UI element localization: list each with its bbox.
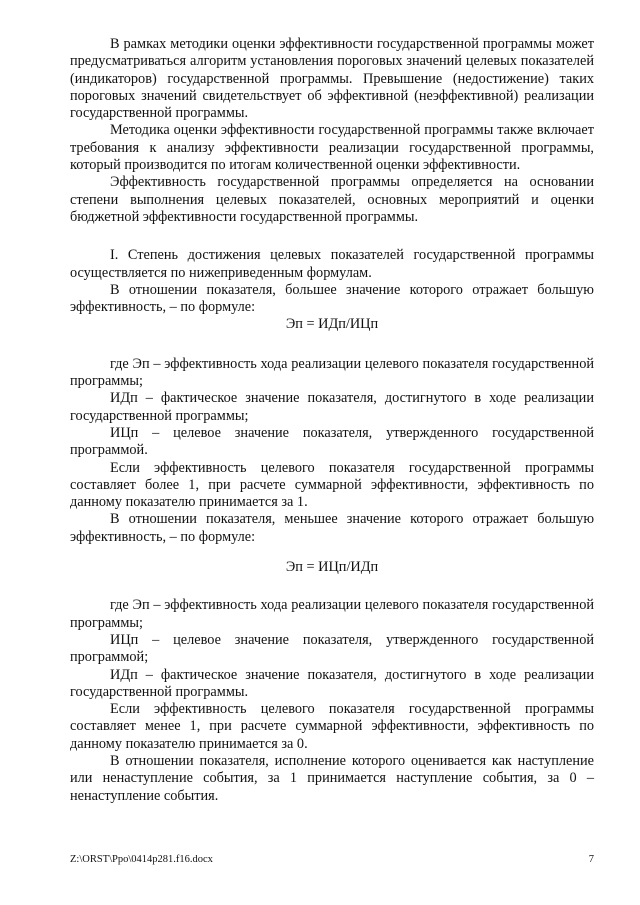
paragraph-event-indicator: В отношении показателя, исполнение которого оценивается как наступление или ненаступление события, за 1 принимается наступление события, за 0 – ненаступление события. bbox=[70, 752, 594, 804]
paragraph-efficiency-definition: Эффективность государственной программы определяется на основании степени выполнения целевых показателей, основных мероприятий и оценки бюджетной эффективности государственной программы. bbox=[70, 174, 594, 225]
section-heading-target-indicators: I. Степень достижения целевых показателей государственной программы осуществляется по нижеприведенным формулам. bbox=[70, 247, 594, 281]
definition-icp-2: ИЦп – целевое значение показателя, утвержденного государственной программой; bbox=[70, 631, 594, 666]
document-body bbox=[70, 36, 594, 805]
definition-ep-1: где Эп – эффективность хода реализации целевого показателя государственной программы; bbox=[70, 355, 594, 390]
formula-higher-is-better: Эп = ИДп/ИЦп bbox=[285, 316, 379, 333]
spacer bbox=[70, 546, 594, 559]
definition-icp-1: ИЦп – целевое значение показателя, утвержденного государственной программой. bbox=[70, 424, 594, 459]
paragraph-cap-at-one: Если эффективность целевого показателя государственной программы составляет более 1, при расчете суммарной эффективности, эффективность по данному показателю принимается за 1. bbox=[70, 459, 594, 511]
spacer bbox=[70, 334, 594, 356]
paragraph-floor-at-zero: Если эффективность целевого показателя государственной программы составляет менее 1, при расчете суммарной эффективности, эффективность по данному показателю принимается за 0. bbox=[70, 701, 594, 752]
paragraph-methodology-thresholds: В рамках методики оценки эффективности государственной программы может предусматриваться алгоритм установления пороговых значений целевых показателей (индикаторов) государственной программы. Превышение (недостижение) таких пороговых значений свидетельствует об эффективной (неэффективной) реализации государственной программы. bbox=[70, 36, 594, 122]
paragraph-lower-is-better: В отношении показателя, меньшее значение которого отражает большую эффективность, – по формуле: bbox=[70, 511, 594, 545]
spacer bbox=[70, 576, 594, 597]
page-number: 7 bbox=[588, 854, 594, 865]
formula-lower-is-better: Эп = ИЦп/ИДп bbox=[285, 559, 379, 576]
paragraph-methodology-analysis: Методика оценки эффективности государственной программы также включает требования к анализу эффективности реализации государственной программы, который производится по итогам количественной оценки эффективности. bbox=[70, 122, 594, 174]
spacer bbox=[70, 226, 594, 247]
definition-ep-2: где Эп – эффективность хода реализации целевого показателя государственной программы; bbox=[70, 597, 594, 631]
paragraph-higher-is-better: В отношении показателя, большее значение которого отражает большую эффективность, – по формуле: bbox=[70, 281, 594, 316]
definition-idp-1: ИДп – фактическое значение показателя, достигнутого в ходе реализации государственной программы; bbox=[70, 390, 594, 424]
footer-file-path: Z:\ORST\Ppo\0414p281.f16.docx bbox=[70, 854, 213, 865]
definition-idp-2: ИДп – фактическое значение показателя, достигнутого в ходе реализации государственной программы. bbox=[70, 666, 594, 700]
